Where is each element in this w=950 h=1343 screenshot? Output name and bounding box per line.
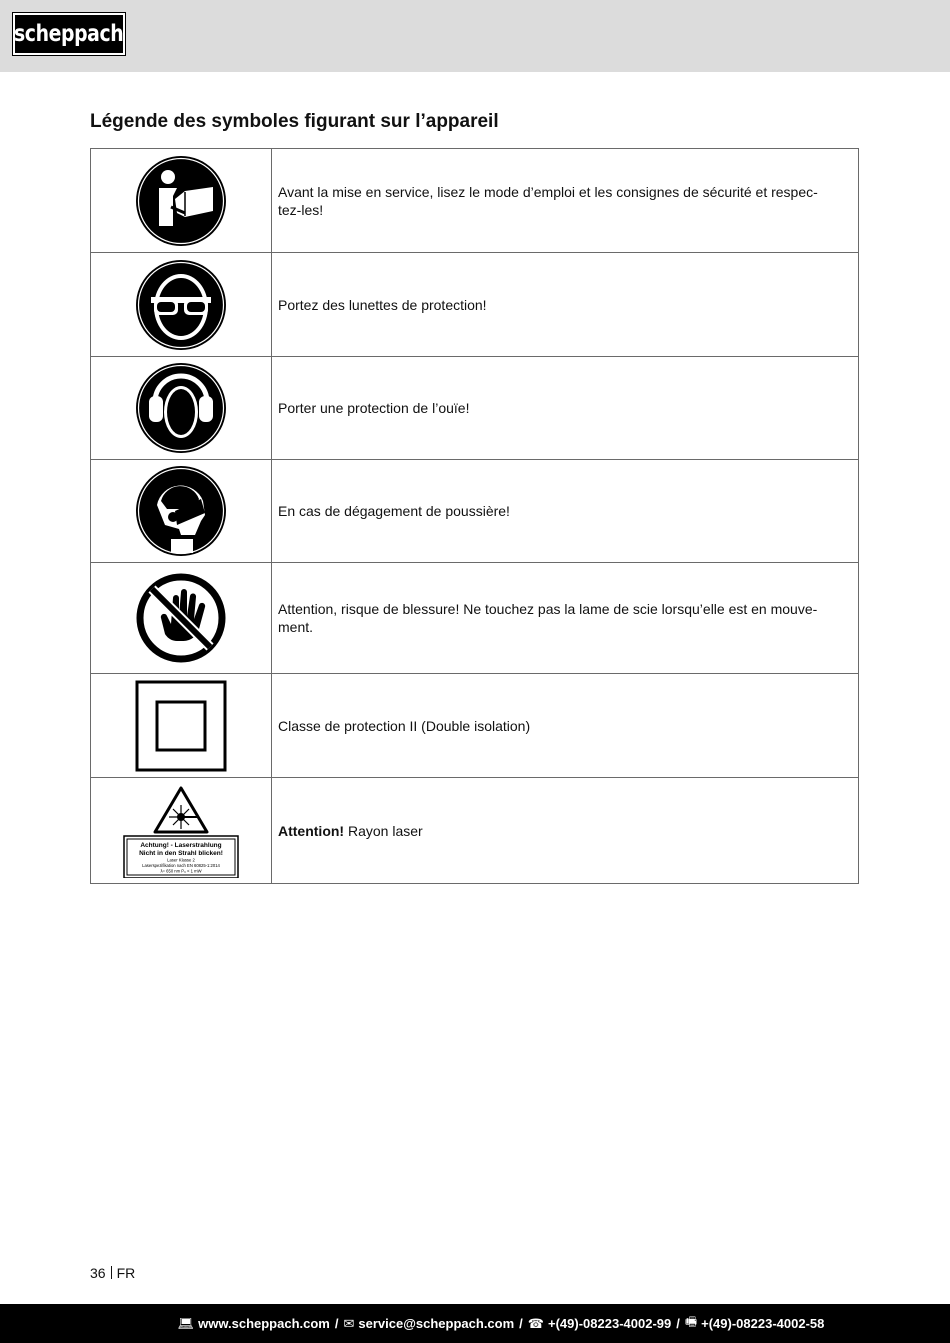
read-manual-icon	[135, 155, 227, 247]
symbol-cell	[91, 778, 272, 884]
symbol-cell	[91, 149, 272, 253]
footer-email[interactable]: service@scheppach.com	[358, 1316, 515, 1331]
footer-fax[interactable]: +(49)-08223-4002-58	[701, 1316, 825, 1331]
page-number	[90, 1265, 135, 1281]
laser-description: Rayon laser	[344, 822, 423, 839]
safety-goggles-icon	[135, 259, 227, 351]
symbol-cell	[91, 253, 272, 357]
table-row	[91, 460, 859, 563]
symbol-cell	[91, 674, 272, 778]
page-footer	[0, 1304, 950, 1343]
symbol-description: Classe de protection II (Double isolation)	[272, 674, 859, 778]
hearing-protection-icon	[135, 362, 227, 454]
scheppach-logo	[13, 13, 125, 55]
dust-mask-icon	[135, 465, 227, 557]
footer-separator: /	[676, 1316, 680, 1331]
laser-label-line-4: Laserspezifikation nach EN 60825-1:2014	[142, 862, 220, 868]
symbol-description: Porter une protection de l’ouïe!	[272, 357, 859, 460]
symbol-description: En cas de dégagement de poussière!	[272, 460, 859, 563]
symbol-cell	[91, 460, 272, 563]
page-number-value: 36	[90, 1265, 106, 1281]
language-code: FR	[116, 1265, 136, 1281]
no-touch-hand-icon	[135, 572, 227, 664]
table-row	[91, 563, 859, 674]
page-number-divider	[111, 1266, 112, 1279]
fax-icon: 🖷︎	[684, 1313, 698, 1329]
laser-warning-icon	[123, 784, 239, 878]
table-row	[91, 253, 859, 357]
computer-icon: 💻︎	[177, 1315, 195, 1331]
table-row	[91, 357, 859, 460]
email-icon: ✉︎	[343, 1315, 355, 1331]
footer-phone[interactable]: +(49)-08223-4002-99	[548, 1316, 672, 1331]
page-title: Légende des symboles figurant sur l’appareil	[90, 111, 499, 132]
laser-label-line-1: Achtung! - Laserstrahlung	[140, 841, 222, 849]
symbol-legend-table	[90, 148, 859, 884]
footer-website[interactable]: www.scheppach.com	[198, 1316, 330, 1331]
logo-text: scheppach	[14, 21, 124, 47]
symbol-description: Attention, risque de blessure! Ne touchez pas la lame de scie lorsqu’elle est en mouve-ment.	[272, 563, 859, 674]
page-header	[0, 0, 950, 72]
symbol-cell	[91, 563, 272, 674]
symbol-description: Portez des lunettes de protection!	[272, 253, 859, 357]
laser-label-line-5: λ= 650 nm P₀ < 1 mW	[160, 868, 202, 873]
attention-label: Attention!	[278, 822, 345, 839]
laser-label-line-3: Laser Klasse 2	[167, 857, 195, 862]
symbol-cell	[91, 357, 272, 460]
symbol-description	[272, 778, 859, 884]
laser-label-line-2: Nicht in den Strahl blicken!	[139, 849, 223, 857]
footer-separator: /	[519, 1316, 523, 1331]
double-insulation-icon	[135, 680, 227, 772]
table-row	[91, 778, 859, 884]
footer-separator: /	[334, 1316, 339, 1331]
table-row	[91, 674, 859, 778]
phone-icon: ☎︎	[527, 1315, 544, 1331]
symbol-description: Avant la mise en service, lisez le mode d’emploi et les consignes de sécurité et respec-tez-les!	[272, 149, 859, 253]
table-row	[91, 149, 859, 253]
